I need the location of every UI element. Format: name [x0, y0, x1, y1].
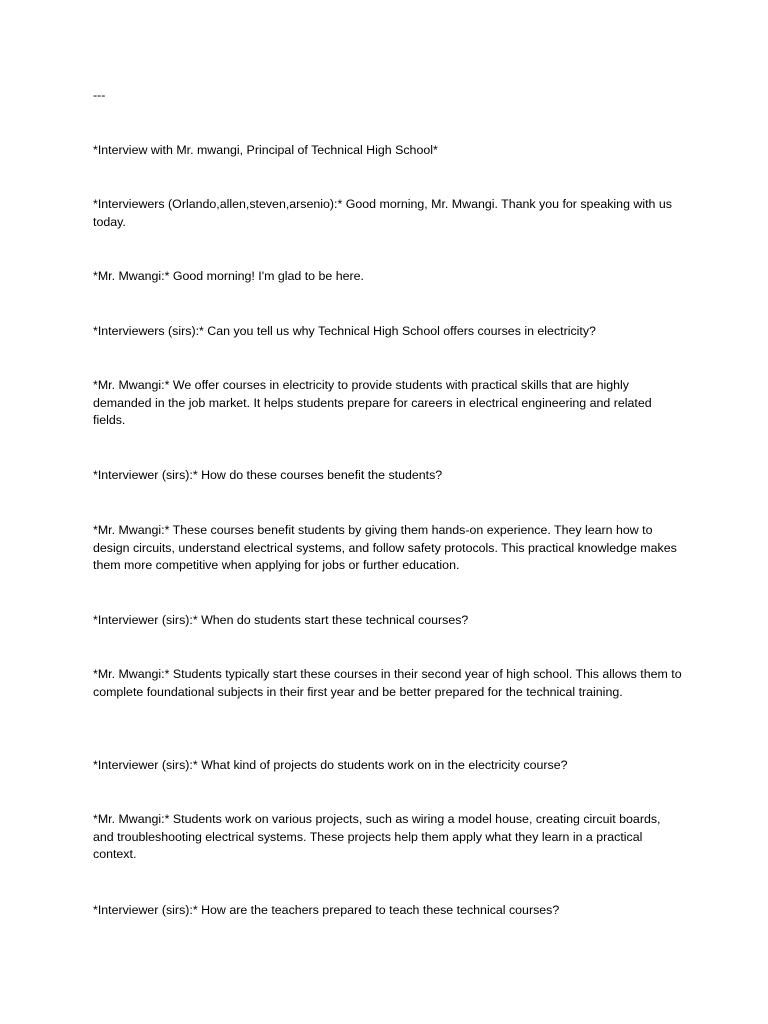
answer-projects: *Mr. Mwangi:* Students work on various projects, such as wiring a model house, creating circuit boards, and troubleshooting electrical systems. These projects help them apply what they learn in a practical context. [93, 812, 661, 862]
question-why-electricity: *Interviewers (sirs):* Can you tell us why Technical High School offers courses in electricity? [93, 324, 596, 338]
answer-start-time: *Mr. Mwangi:* Students typically start these courses in their second year of high school. This allows them to complete foundational subjects in their first year and be better prepared for the technical training. [93, 667, 682, 699]
question-projects: *Interviewer (sirs):* What kind of projects do students work on in the electricity course? [93, 758, 568, 772]
answer-benefits: *Mr. Mwangi:* These courses benefit students by giving them hands-on experience. They learn how to design circuits, understand electrical systems, and follow safety protocols. This practical knowledge makes them more competitive when applying for jobs or further education. [93, 523, 677, 573]
interview-title: *Interview with Mr. mwangi, Principal of Technical High School* [93, 143, 438, 157]
question-teachers: *Interviewer (sirs):* How are the teachers prepared to teach these technical courses? [93, 903, 560, 917]
question-start-time: *Interviewer (sirs):* When do students start these technical courses? [93, 613, 469, 627]
answer-why-electricity: *Mr. Mwangi:* We offer courses in electricity to provide students with practical skills that are highly demanded in the job market. It helps students prepare for careers in electrical engineering and related fields. [93, 378, 652, 428]
interviewer-greeting: *Interviewers (Orlando,allen,steven,arsenio):* Good morning, Mr. Mwangi. Thank you for speaking with us today. [93, 197, 672, 229]
separator-line: --- [93, 88, 106, 102]
principal-greeting: *Mr. Mwangi:* Good morning! I'm glad to be here. [93, 269, 364, 283]
question-benefits: *Interviewer (sirs):* How do these courses benefit the students? [93, 468, 443, 482]
